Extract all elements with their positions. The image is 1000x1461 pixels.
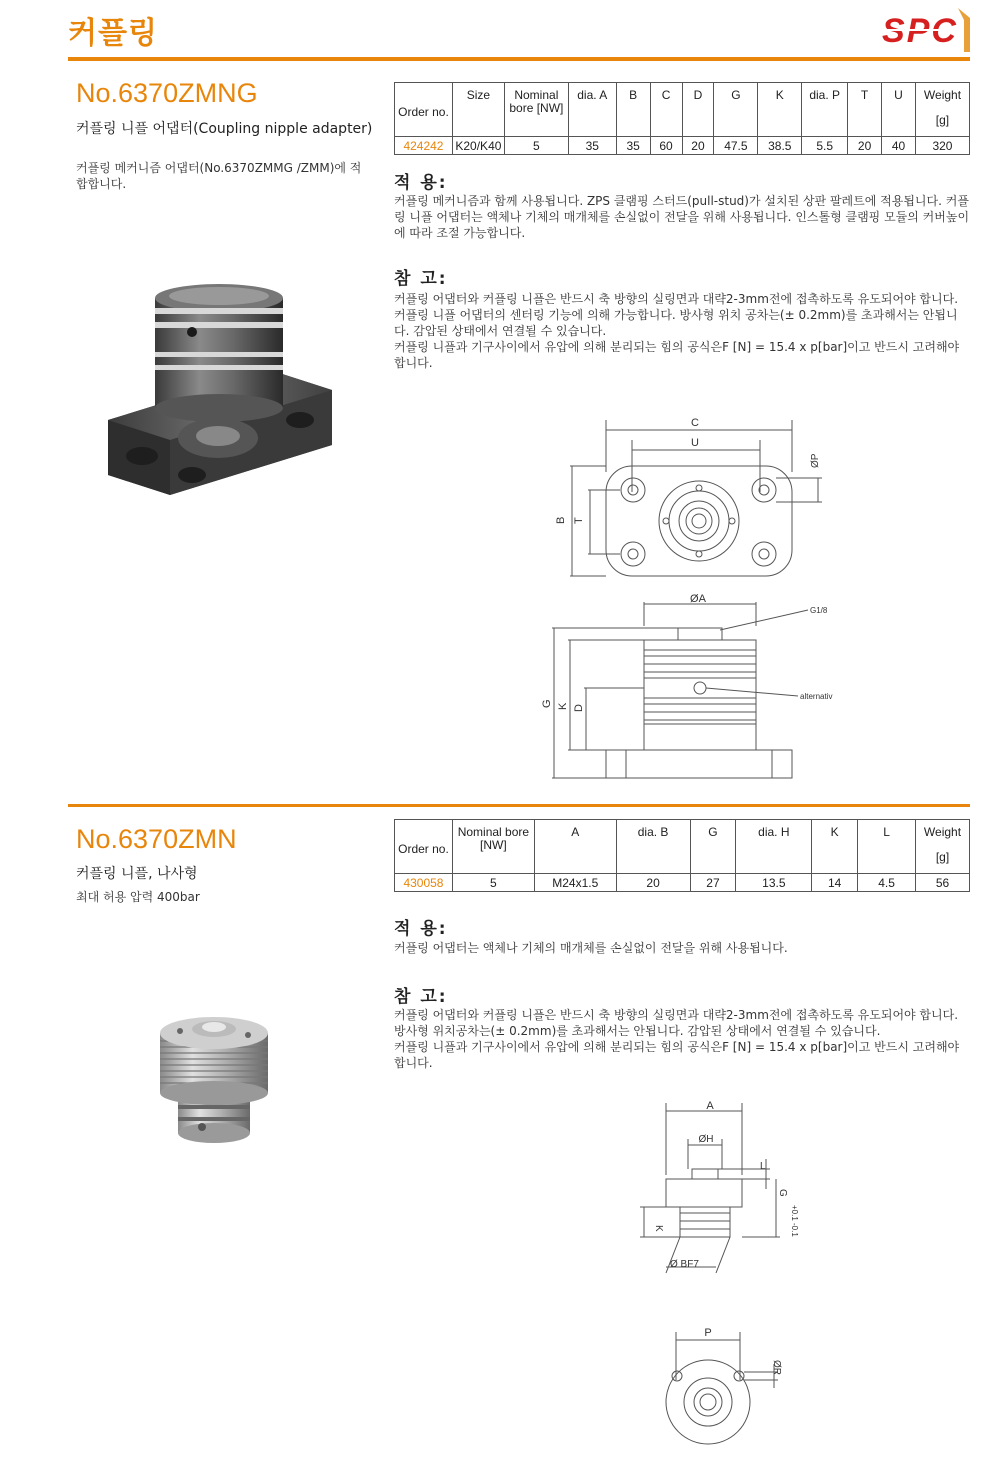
- product1-note-text-1: 커플링 어댑터와 커플링 니플은 반드시 축 방향의 실링면과 대략2-3mm전에 접촉하도록 유도되어야 합니다. 커플링 니플 어댑터의 센터링 기능에 의해 가능합니다. 방사형 위치 공차는(± 0.2mm)를 초과해서는 안됩니다. 감압된 상태에서 연결될 수 있습니다.: [394, 292, 959, 338]
- p2-col-dia-b: dia. B: [616, 820, 690, 874]
- product2-description: 최대 허용 압력 400bar: [76, 890, 200, 904]
- p1-col-nominal: Nominal bore [NW]: [504, 83, 568, 137]
- dim-g: G: [541, 699, 553, 708]
- dim-c: C: [691, 417, 699, 429]
- table-cell: 13.5: [736, 874, 812, 892]
- p1-col-g: G: [714, 83, 758, 137]
- dim-a2: A: [706, 1100, 714, 1112]
- dim-a: ØA: [690, 593, 706, 605]
- table-row: [395, 874, 970, 892]
- dim-b2: Ø BF7: [670, 1259, 699, 1270]
- p1-col-dia-a: dia. A: [568, 83, 616, 137]
- table-row: [395, 137, 970, 155]
- table-cell: 320: [915, 137, 969, 155]
- dim-p: ØP: [810, 453, 821, 468]
- table-cell: M24x1.5: [534, 874, 616, 892]
- product1-application-text: 커플링 메커니즘과 함께 사용됩니다. ZPS 클램핑 스터드(pull-stud)가 설치된 상판 팔레트에 적용됩니다. 커플링 니플 어댑터는 액체나 기체의 매개체를 손실없이 전달을 위해 사용됩니다. 인스톨형 클램핑 모듈의 커버높이에 따라 조절 가능합니다.: [394, 194, 970, 240]
- dim-p2: P: [704, 1327, 712, 1339]
- dim-r: ØR: [771, 1360, 782, 1375]
- table-cell: 38.5: [758, 137, 802, 155]
- table-cell: 5: [504, 137, 568, 155]
- table-cell: 20: [848, 137, 882, 155]
- table-cell: 5: [452, 874, 534, 892]
- product2-drawing-side: [630, 1095, 800, 1285]
- p1-col-order: Order no.: [395, 83, 453, 137]
- p2-col-k: K: [812, 820, 858, 874]
- p1-col-b: B: [616, 83, 650, 137]
- product2-application-title: 적 용:: [394, 919, 448, 939]
- table-cell: 20: [616, 874, 690, 892]
- product2-note-text-2: 커플링 니플과 기구사이에서 유압에 의해 분리되는 힘의 공식은F [N] = 15.4 x p[bar]이고 반드시 고려해야 합니다.: [394, 1040, 960, 1070]
- logo-text: SPC: [882, 12, 958, 50]
- order-number: 430058: [395, 874, 453, 892]
- label-g18: G1/8: [810, 606, 828, 615]
- product1-application-title: 적 용:: [394, 173, 448, 193]
- product2-name: 커플링 니플, 나사형: [76, 866, 198, 882]
- product2-note-text-1: 커플링 어댑터와 커플링 니플은 반드시 축 방향의 실링면과 대략2-3mm전에 접촉하도록 유도되어야 합니다. 방사형 위치공차는(± 0.2mm)를 초과해서는 안됩니다. 감압된 상태에서 연결될 수 있습니다.: [394, 1008, 959, 1038]
- dim-b: B: [555, 516, 567, 524]
- p1-col-d: D: [682, 83, 714, 137]
- dim-h: ØH: [698, 1134, 714, 1145]
- product2-note-title: 참 고:: [394, 987, 448, 1007]
- section-rule: [68, 804, 970, 807]
- dim-k2: K: [653, 1225, 664, 1232]
- table-cell: 20: [682, 137, 714, 155]
- product1-note-title: 참 고:: [394, 269, 448, 289]
- p1-col-dia-p: dia. P: [802, 83, 848, 137]
- dim-g2: G: [777, 1189, 788, 1197]
- table-cell: 4.5: [858, 874, 916, 892]
- p1-col-u: U: [882, 83, 916, 137]
- p2-col-l: L: [858, 820, 916, 874]
- product1-note-text-2: 커플링 니플과 기구사이에서 유압에 의해 분리되는 힘의 공식은F [N] = 15.4 x p[bar]이고 반드시 고려해야 합니다.: [394, 340, 960, 370]
- spc-logo: [880, 8, 970, 52]
- table-cell: 60: [650, 137, 682, 155]
- p1-col-k: K: [758, 83, 802, 137]
- table-cell: 35: [568, 137, 616, 155]
- dim-u: U: [691, 437, 699, 449]
- table-cell: 5.5: [802, 137, 848, 155]
- p2-col-dia-h: dia. H: [736, 820, 812, 874]
- dim-g-tol: +0.1 -0.1: [790, 1205, 799, 1237]
- product1-description: 커플링 메커니즘 어댑터(No.6370ZMMG /ZMM)에 적합합니다.: [76, 161, 362, 191]
- label-alternativ: alternativ: [800, 692, 833, 701]
- p2-col-g: G: [690, 820, 736, 874]
- p1-col-size: Size: [452, 83, 504, 137]
- p2-col-weight: Weight [g]: [915, 820, 969, 874]
- table-cell: 40: [882, 137, 916, 155]
- p1-col-t: T: [848, 83, 882, 137]
- dim-l: L: [760, 1161, 766, 1172]
- p1-col-weight: Weight [g]: [915, 83, 969, 137]
- product2-spec-table: [394, 819, 970, 892]
- header-rule: [68, 57, 970, 61]
- product2-number: No.6370ZMN: [76, 824, 237, 854]
- product1-spec-table: [394, 82, 970, 155]
- dim-k: K: [557, 702, 569, 710]
- table-cell: K20/K40: [452, 137, 504, 155]
- p2-col-a: A: [534, 820, 616, 874]
- dim-t: T: [573, 517, 585, 524]
- order-number: 424242: [395, 137, 453, 155]
- product2-application-text: 커플링 어댑터는 액체나 기체의 매개체를 손실없이 전달을 위해 사용됩니다.: [394, 941, 788, 955]
- table-cell: 27: [690, 874, 736, 892]
- product2-drawing-top: [650, 1320, 790, 1450]
- product1-photo: [100, 270, 340, 500]
- p2-col-order: Order no.: [395, 820, 453, 874]
- table-cell: 14: [812, 874, 858, 892]
- product1-number: No.6370ZMNG: [76, 78, 258, 108]
- product1-name: 커플링 니플 어댑터(Coupling nipple adapter): [76, 121, 373, 137]
- table-cell: 56: [915, 874, 969, 892]
- p1-col-c: C: [650, 83, 682, 137]
- dim-d: D: [573, 704, 585, 712]
- page-title: 커플링: [68, 16, 158, 51]
- product2-photo: [150, 1005, 280, 1145]
- table-cell: 47.5: [714, 137, 758, 155]
- p2-col-nominal: Nominal bore [NW]: [452, 820, 534, 874]
- table-cell: 35: [616, 137, 650, 155]
- product1-drawing: [540, 412, 860, 782]
